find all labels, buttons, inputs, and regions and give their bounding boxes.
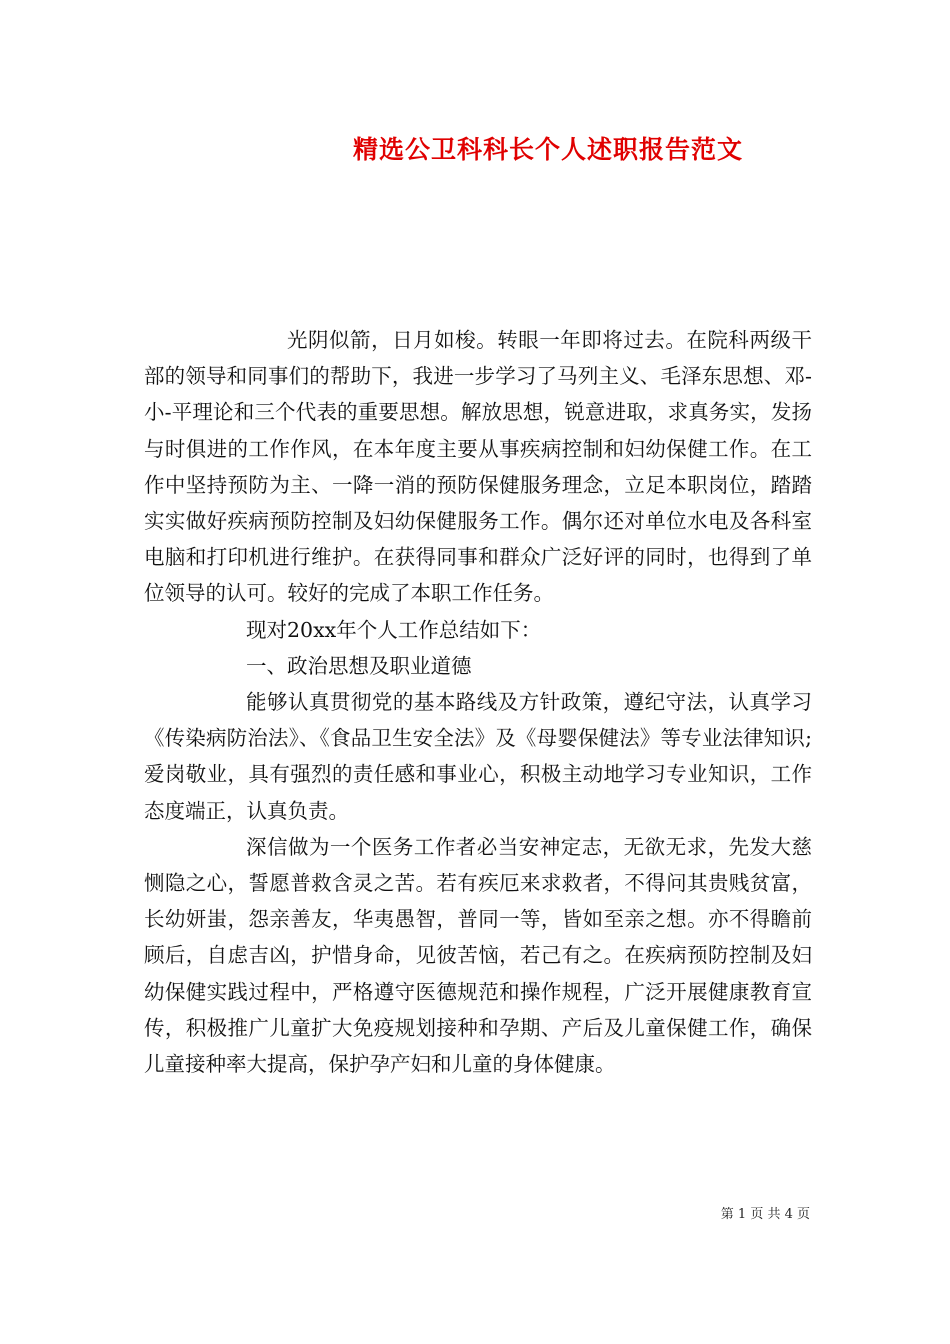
paragraph-summary-lead: 现对20xx年个人工作总结如下：	[246, 617, 542, 642]
paragraph-politics: 能够认真贯彻党的基本路线及方针政策，遵纪守法，认真学习《传染病防治法》、《食品卫生安全法》及《母婴保健法》等专业法律知识;爱岗敬业，具有强烈的责任感和事业心，积极主动地学习专业知识，工作态度端正，认真负责。	[144, 690, 812, 823]
section-heading-politics: 一、政治思想及职业道德	[246, 653, 472, 678]
page-number: 第 1 页 共 4 页	[720, 1207, 810, 1222]
paragraph-intro: 光阴似箭，日月如梭。转眼一年即将过去。在院科两级干部的领导和同事们的帮助下，我进一步学习了马列主义、毛泽东思想、邓-小-平理论和三个代表的重要思想。解放思想，锐意进取，求真务实，发扬与时俱进的工作作风，在本年度主要从事疾病控制和妇幼保健工作。在工作中坚持预防为主、一降一消的预防保健服务理念，立足本职岗位，踏踏实实做好疾病预防控制及妇幼保健服务工作。偶尔还对单位水电及各科室电脑和打印机进行维护。在获得同事和群众广泛好评的同时，也得到了单位领导的认可。较好的完成了本职工作任务。	[144, 328, 812, 606]
document-body	[144, 322, 812, 1082]
paragraph-ethics: 深信做为一个医务工作者必当安神定志，无欲无求，先发大慈恻隐之心，誓愿普救含灵之苦。若有疾厄来求救者，不得问其贵贱贫富，长幼妍蚩，怨亲善友，华夷愚智，普同一等，皆如至亲之想。亦不得瞻前顾后，自虑吉凶，护惜身命，见彼苦恼，若己有之。在疾病预防控制及妇幼保健实践过程中，严格遵守医德规范和操作规程，广泛开展健康教育宣传，积极推广儿童扩大免疫规划接种和孕期、产后及儿童保健工作，确保儿童接种率大提高，保护孕产妇和儿童的身体健康。	[144, 834, 812, 1077]
document-title: 精选公卫科科长个人述职报告范文	[353, 135, 744, 164]
